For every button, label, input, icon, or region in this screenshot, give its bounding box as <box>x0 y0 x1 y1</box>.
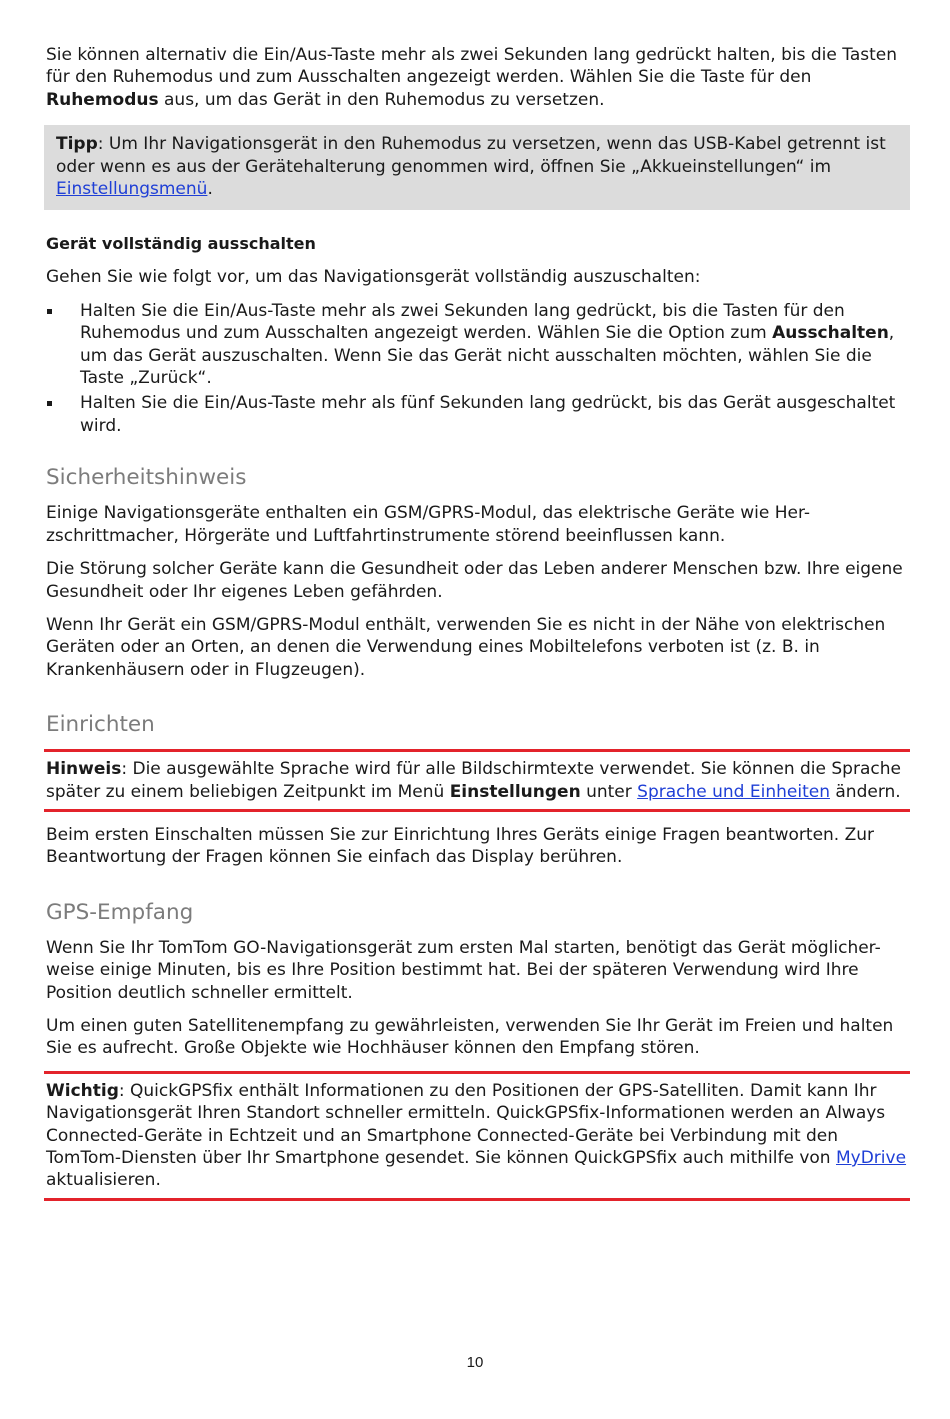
tip-box <box>44 125 910 210</box>
page-number: 10 <box>466 1354 484 1371</box>
shutdown-heading: Gerät vollständig ausschalten <box>46 234 316 254</box>
gps-note-text: Wichtig: QuickGPSfix enthält Informationen zu den Positionen der GPS-Satelliten. Damit kann Ihr Navigationsgerät Ihren Standort schneller ermitteln. QuickGPSfix-Informationen werden an Always Connected-Geräte in Echtzeit und an Smartphone Connected-Geräte bei Verbindung mit den TomTom-Diensten über Ihr Smartphone gesendet. Sie können QuickGPSfix auch mithilfe von MyDrive aktualisieren. <box>46 1080 907 1191</box>
list-item: Halten Sie die Ein/Aus-Taste mehr als zwei Sekunden lang gedrückt, bis die Tasten für den Ruhemodus und zum Ausschalten angezeigt werden. Wählen Sie die Option zum Ausschalten, um das Gerät auszuschalten. Wenn Sie das Gerät nicht ausschalten möchten, wählen Sie die Taste „Zurück“. <box>46 300 908 390</box>
safety-heading: Sicherheitshinweis <box>46 465 247 491</box>
shutdown-list <box>46 300 908 437</box>
mydrive-link[interactable]: MyDrive <box>835 1148 907 1168</box>
note-label: Wichtig <box>46 1080 119 1101</box>
setup-note-text: Hinweis: Die ausgewählte Sprache wird für alle Bildschirmtexte verwendet. Sie können die Sprache später zu einem beliebigen Zeitpunkt im Menü Einstellungen unter Sprache und Einheiten ändern. <box>46 759 901 802</box>
page-content <box>46 44 908 1201</box>
gps-paragraph-2: Um einen guten Satellitenempfang zu gewährleisten, verwenden Sie Ihr Gerät im Freien und halten Sie es aufrecht. Große Objekte wie Hochhäuser können den Empfang stören. <box>46 1015 894 1059</box>
tip-text: Tipp: Um Ihr Navigationsgerät in den Ruhemodus zu versetzen, wenn das USB-Kabel getrennt ist oder wenn es aus der Gerätehalterung genommen wird, öffnen Sie „Akkueinstellungen“ im Einstellungsmenü. <box>56 134 886 200</box>
settings-menu-link[interactable]: Einstellungsmenü <box>56 179 208 200</box>
setup-heading: Einrichten <box>46 712 155 738</box>
bullet-square-icon <box>47 401 52 406</box>
gps-heading: GPS-Empfang <box>46 899 194 925</box>
bold-term: Ruhemodus <box>46 89 159 110</box>
safety-paragraph-1: Einige Navigationsgeräte enthalten ein GSM/GPRS-Modul, das elektrische Geräte wie Her-zschrittmacher, Hörgeräte und Luftfahrtinstrumente störend beeinflussen kann. <box>46 503 811 546</box>
setup-paragraph: Beim ersten Einschalten müssen Sie zur Einrichtung Ihres Geräts einige Fragen beantworten. Zur Beantwortung der Fragen können Sie einfach das Display berühren. <box>46 824 875 868</box>
bullet-square-icon <box>47 309 52 314</box>
shutdown-intro: Gehen Sie wie folgt vor, um das Navigationsgerät vollständig auszuschalten: <box>46 267 701 288</box>
tip-label: Tipp <box>56 134 98 155</box>
safety-paragraph-2: Die Störung solcher Geräte kann die Gesundheit oder das Leben anderer Menschen bzw. Ihre eigene Gesundheit oder Ihr eigenes Leben gefährden. <box>46 559 903 602</box>
safety-paragraph-3: Wenn Ihr Gerät ein GSM/GPRS-Modul enthält, verwenden Sie es nicht in der Nähe von elektrischen Geräten oder an Orten, an denen die Verwendung eines Mobiltelefons verboten ist (z. B. in Krankenhäusern oder in Flugzeugen). <box>46 614 886 680</box>
setup-note <box>44 749 910 812</box>
intro-paragraph: Sie können alternativ die Ein/Aus-Taste mehr als zwei Sekunden lang gedrückt halten, bis die Tasten für den Ruhemodus und zum Ausschalten angezeigt werden. Wählen Sie die Taste für den Ruhemodus aus, um das Gerät in den Ruhemodus zu versetzen. <box>46 45 897 110</box>
language-units-link[interactable]: Sprache und Einheiten <box>637 781 830 802</box>
gps-paragraph-1: Wenn Sie Ihr TomTom GO-Navigationsgerät zum ersten Mal starten, benötigt das Gerät möglicher-weise einige Minuten, bis es Ihre Position bestimmt hat. Bei der späteren Verwendung wird Ihre Position deutlich schneller ermittelt. <box>46 937 881 1003</box>
gps-note <box>44 1071 910 1201</box>
note-label: Hinweis <box>46 759 122 780</box>
list-item: Halten Sie die Ein/Aus-Taste mehr als fünf Sekunden lang gedrückt, bis das Gerät ausgeschaltet wird. <box>46 392 908 437</box>
